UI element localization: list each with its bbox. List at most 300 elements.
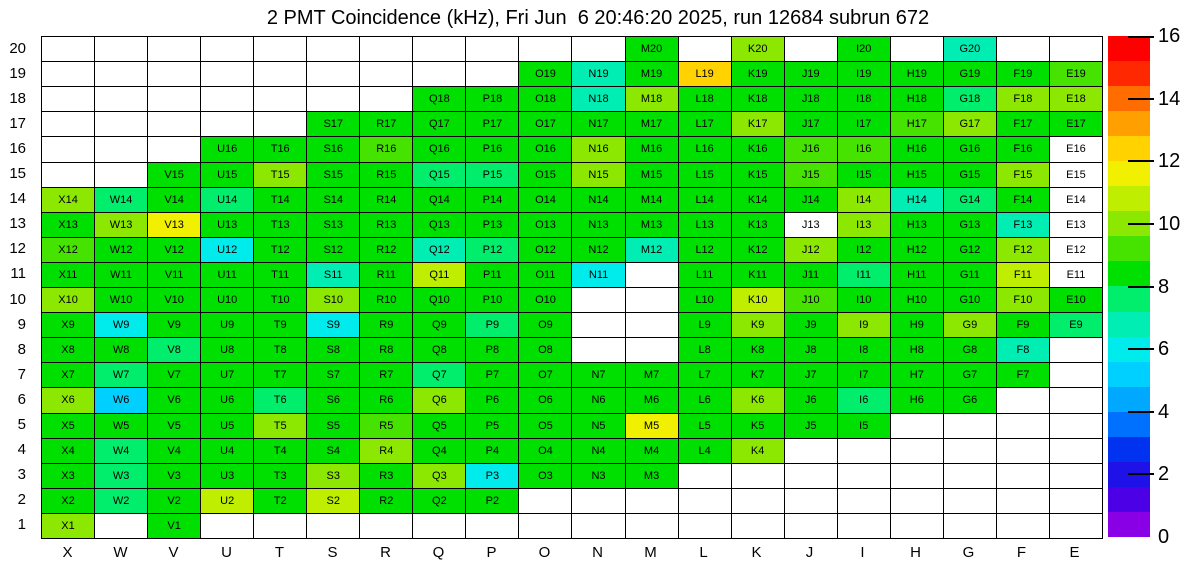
heatmap-cell: R9: [360, 313, 412, 337]
heatmap-cell: Q16: [413, 137, 465, 161]
heatmap-cell: M15: [626, 163, 678, 187]
colorbar-tick-mark: [1128, 160, 1154, 162]
heatmap-cell: K6: [732, 388, 784, 412]
heatmap-cell: O19: [519, 62, 571, 86]
heatmap-cell: U15: [201, 163, 253, 187]
y-axis-label: 7: [17, 365, 26, 383]
colorbar-tick-label: 16: [1158, 25, 1181, 47]
heatmap-cell: O15: [519, 163, 571, 187]
heatmap-cell: X6: [42, 388, 94, 412]
heatmap-cell: M5: [626, 414, 678, 438]
heatmap-cell-empty: [997, 439, 1049, 463]
colorbar-band: [1108, 412, 1150, 437]
heatmap-cell-empty: [572, 37, 624, 61]
heatmap-cell: T11: [254, 263, 306, 287]
heatmap-cell: W8: [95, 338, 147, 362]
x-axis-label: P: [486, 543, 497, 561]
heatmap-cell: G14: [944, 188, 996, 212]
colorbar-tick-label: 4: [1158, 400, 1170, 423]
heatmap-cell-empty: [466, 62, 518, 86]
heatmap-cell: M7: [626, 363, 678, 387]
heatmap-cell: T16: [254, 137, 306, 161]
heatmap-cell: R15: [360, 163, 412, 187]
heatmap-cell: Q12: [413, 238, 465, 262]
x-axis-label: E: [1069, 543, 1080, 561]
heatmap-cell-empty: [732, 489, 784, 513]
heatmap-cell: I7: [838, 363, 890, 387]
chart-title: 2 PMT Coincidence (kHz), Fri Jun 6 20:46:20 2025, run 12684 subrun 672: [266, 7, 930, 29]
heatmap-cell: T6: [254, 388, 306, 412]
colorbar-band: [1108, 512, 1150, 537]
heatmap-cell: J18: [785, 87, 837, 111]
heatmap-cell: G19: [944, 62, 996, 86]
heatmap-cell: Q7: [413, 363, 465, 387]
heatmap-cell-empty: [572, 514, 624, 538]
heatmap-cell: G18: [944, 87, 996, 111]
heatmap-cell: N13: [572, 213, 624, 237]
heatmap-cell-empty: [254, 112, 306, 136]
x-axis-label: M: [644, 543, 657, 561]
heatmap-cell: H6: [891, 388, 943, 412]
heatmap-cell: R13: [360, 213, 412, 237]
heatmap-cell: O18: [519, 87, 571, 111]
heatmap-cell-empty: [201, 112, 253, 136]
heatmap-cell: M17: [626, 112, 678, 136]
heatmap-cell-empty: [254, 37, 306, 61]
heatmap-cell-empty: [360, 87, 412, 111]
heatmap-cell: F19: [997, 62, 1049, 86]
heatmap-cell-empty: [148, 87, 200, 111]
heatmap-cell: O6: [519, 388, 571, 412]
heatmap-cell: R8: [360, 338, 412, 362]
heatmap-cell: S5: [307, 414, 359, 438]
heatmap-cell: O10: [519, 288, 571, 312]
colorbar-tick-mark: [1128, 36, 1154, 38]
heatmap-cell: N4: [572, 439, 624, 463]
heatmap-cell: G7: [944, 363, 996, 387]
y-axis-label: 8: [17, 340, 26, 358]
colorbar-band: [1108, 111, 1150, 136]
heatmap-cell: U4: [201, 439, 253, 463]
heatmap-cell-empty: [201, 514, 253, 538]
heatmap-cell: I18: [838, 87, 890, 111]
heatmap-cell: L9: [679, 313, 731, 337]
heatmap-cell: I8: [838, 338, 890, 362]
heatmap-cell: E13: [1050, 213, 1102, 237]
heatmap-cell-empty: [572, 288, 624, 312]
heatmap-cell-empty: [838, 489, 890, 513]
heatmap-cell: I9: [838, 313, 890, 337]
heatmap-cell-empty: [42, 37, 94, 61]
heatmap-cell-empty: [413, 62, 465, 86]
heatmap-cell: E17: [1050, 112, 1102, 136]
heatmap-cell: U2: [201, 489, 253, 513]
y-axis-label: 3: [17, 465, 26, 483]
heatmap-cell-empty: [679, 37, 731, 61]
heatmap-cell: S17: [307, 112, 359, 136]
heatmap-cell: K15: [732, 163, 784, 187]
heatmap-cell-empty: [148, 37, 200, 61]
heatmap-cell: G10: [944, 288, 996, 312]
heatmap-cell-empty: [148, 62, 200, 86]
heatmap-cell: U10: [201, 288, 253, 312]
heatmap-cell-empty: [679, 464, 731, 488]
heatmap-cell: E19: [1050, 62, 1102, 86]
heatmap-cell-empty: [466, 37, 518, 61]
heatmap-cell: L4: [679, 439, 731, 463]
colorbar-band: [1108, 36, 1150, 61]
heatmap-cell: U6: [201, 388, 253, 412]
heatmap-cell-empty: [42, 137, 94, 161]
heatmap-cell: W6: [95, 388, 147, 412]
heatmap-cell: G8: [944, 338, 996, 362]
heatmap-cell: L7: [679, 363, 731, 387]
heatmap-cell-empty: [944, 439, 996, 463]
heatmap-cell: U12: [201, 238, 253, 262]
heatmap-cell: T10: [254, 288, 306, 312]
colorbar-band: [1108, 387, 1150, 412]
heatmap-cell: Q2: [413, 489, 465, 513]
x-axis-label: X: [62, 543, 73, 561]
heatmap-cell: F16: [997, 137, 1049, 161]
heatmap-cell-empty: [732, 464, 784, 488]
heatmap-cell-empty: [997, 464, 1049, 488]
heatmap-cell: F14: [997, 188, 1049, 212]
heatmap-cell: E12: [1050, 238, 1102, 262]
heatmap-cell: H17: [891, 112, 943, 136]
y-axis-label: 18: [9, 90, 26, 108]
heatmap-cell: X3: [42, 464, 94, 488]
heatmap-cell: W9: [95, 313, 147, 337]
y-axis-label: 12: [9, 240, 26, 258]
heatmap-cell: X8: [42, 338, 94, 362]
x-axis-label: W: [113, 543, 128, 561]
y-axis-label: 14: [9, 190, 26, 208]
heatmap-cell: W13: [95, 213, 147, 237]
heatmap-cell: J15: [785, 163, 837, 187]
heatmap-cell-empty: [1050, 439, 1102, 463]
heatmap-cell: K9: [732, 313, 784, 337]
heatmap-cell: J17: [785, 112, 837, 136]
heatmap-cell: E18: [1050, 87, 1102, 111]
heatmap-cell: N17: [572, 112, 624, 136]
heatmap-cell-empty: [838, 439, 890, 463]
heatmap-cell: F13: [997, 213, 1049, 237]
heatmap-cell: R6: [360, 388, 412, 412]
heatmap-cell: I10: [838, 288, 890, 312]
heatmap-cell: N15: [572, 163, 624, 187]
colorbar-band: [1108, 236, 1150, 261]
heatmap-cell: O5: [519, 414, 571, 438]
heatmap-cell: E14: [1050, 188, 1102, 212]
heatmap-cell: U7: [201, 363, 253, 387]
heatmap-cell: K4: [732, 439, 784, 463]
heatmap-cell: L6: [679, 388, 731, 412]
heatmap-cell: U9: [201, 313, 253, 337]
heatmap-cell: Q3: [413, 464, 465, 488]
heatmap-cell: Q14: [413, 188, 465, 212]
heatmap-cell-empty: [360, 514, 412, 538]
heatmap-cell: H12: [891, 238, 943, 262]
heatmap-cell: M4: [626, 439, 678, 463]
heatmap-cell-empty: [997, 388, 1049, 412]
heatmap-cell-empty: [201, 37, 253, 61]
heatmap-cell: G13: [944, 213, 996, 237]
x-axis-label: L: [699, 543, 708, 561]
heatmap-cell: T15: [254, 163, 306, 187]
heatmap-cell: I19: [838, 62, 890, 86]
heatmap-cell: X1: [42, 514, 94, 538]
heatmap-cell: X12: [42, 238, 94, 262]
heatmap-cell: W7: [95, 363, 147, 387]
heatmap-cell-empty: [1050, 414, 1102, 438]
heatmap-cell: P15: [466, 163, 518, 187]
y-axis-label: 11: [10, 265, 26, 283]
heatmap-cell: I5: [838, 414, 890, 438]
heatmap-cell-empty: [997, 414, 1049, 438]
heatmap-cell: L17: [679, 112, 731, 136]
heatmap-cell: X4: [42, 439, 94, 463]
colorbar-band: [1108, 186, 1150, 211]
heatmap-cell: Q9: [413, 313, 465, 337]
heatmap-cell: J5: [785, 414, 837, 438]
colorbar-band: [1108, 437, 1150, 462]
heatmap-cell: O7: [519, 363, 571, 387]
heatmap-cell: K17: [732, 112, 784, 136]
heatmap-cell-empty: [838, 514, 890, 538]
heatmap-cell: N7: [572, 363, 624, 387]
heatmap-cell: N12: [572, 238, 624, 262]
heatmap-cell-empty: [254, 87, 306, 111]
heatmap-cell: F7: [997, 363, 1049, 387]
heatmap-cell: S14: [307, 188, 359, 212]
heatmap-cell: U8: [201, 338, 253, 362]
colorbar-band: [1108, 261, 1150, 286]
y-axis-label: 20: [9, 40, 26, 58]
heatmap-cell: F15: [997, 163, 1049, 187]
heatmap-cell: V12: [148, 238, 200, 262]
heatmap-cell: E16: [1050, 137, 1102, 161]
heatmap-cell-empty: [891, 464, 943, 488]
colorbar-tick-mark: [1128, 473, 1154, 475]
heatmap-cell: G11: [944, 263, 996, 287]
heatmap-cell: N16: [572, 137, 624, 161]
heatmap-cell-empty: [519, 37, 571, 61]
heatmap-cell-empty: [838, 464, 890, 488]
heatmap-cell: R12: [360, 238, 412, 262]
colorbar-tick-label: 10: [1158, 212, 1181, 235]
heatmap-cell-empty: [519, 514, 571, 538]
x-axis-label: Q: [432, 543, 445, 561]
heatmap-cell: L13: [679, 213, 731, 237]
heatmap-cell: L11: [679, 263, 731, 287]
heatmap-cell: T7: [254, 363, 306, 387]
heatmap-cell-empty: [254, 514, 306, 538]
colorbar-band: [1108, 312, 1150, 337]
heatmap-cell: N3: [572, 464, 624, 488]
heatmap-cell: P13: [466, 213, 518, 237]
y-axis-label: 13: [9, 215, 26, 233]
heatmap-cell: K11: [732, 263, 784, 287]
y-axis-label: 4: [17, 440, 26, 458]
heatmap-cell: G15: [944, 163, 996, 187]
heatmap-cell: Q5: [413, 414, 465, 438]
heatmap-cell-empty: [413, 514, 465, 538]
heatmap-cell: N5: [572, 414, 624, 438]
heatmap-cell: X9: [42, 313, 94, 337]
x-axis-label: O: [538, 543, 551, 561]
heatmap-cell-empty: [1050, 464, 1102, 488]
heatmap-cell: R7: [360, 363, 412, 387]
heatmap-cell: J19: [785, 62, 837, 86]
heatmap-cell: J16: [785, 137, 837, 161]
heatmap-cell: S11: [307, 263, 359, 287]
heatmap-cell: T8: [254, 338, 306, 362]
heatmap-cell: K8: [732, 338, 784, 362]
colorbar-tick-mark: [1128, 98, 1154, 100]
heatmap-cell: Q17: [413, 112, 465, 136]
heatmap-cell: L5: [679, 414, 731, 438]
heatmap-cell: E9: [1050, 313, 1102, 337]
heatmap-cell: V15: [148, 163, 200, 187]
heatmap-cell: P17: [466, 112, 518, 136]
heatmap-cell: J14: [785, 188, 837, 212]
heatmap-cell: O17: [519, 112, 571, 136]
heatmap-cell: R3: [360, 464, 412, 488]
heatmap-cell: V5: [148, 414, 200, 438]
heatmap-cell: S7: [307, 363, 359, 387]
heatmap-cell: L10: [679, 288, 731, 312]
heatmap-cell: H18: [891, 87, 943, 111]
heatmap-cell-empty: [944, 414, 996, 438]
x-axis-label: N: [592, 543, 603, 561]
heatmap-cell: V1: [148, 514, 200, 538]
colorbar-band: [1108, 61, 1150, 86]
heatmap-cell: L18: [679, 87, 731, 111]
x-axis-label: K: [751, 543, 762, 561]
heatmap-cell: I11: [838, 263, 890, 287]
heatmap-cell-empty: [307, 37, 359, 61]
x-axis-label: I: [860, 543, 865, 561]
heatmap-cell: H16: [891, 137, 943, 161]
heatmap-cell: V7: [148, 363, 200, 387]
heatmap-cell: L14: [679, 188, 731, 212]
heatmap-cell-empty: [42, 112, 94, 136]
heatmap-cell-empty: [254, 62, 306, 86]
heatmap-cell-empty: [732, 514, 784, 538]
heatmap-cell: F12: [997, 238, 1049, 262]
heatmap-cell: M16: [626, 137, 678, 161]
heatmap-cell: F17: [997, 112, 1049, 136]
heatmap-cell: Q18: [413, 87, 465, 111]
heatmap-cell-empty: [1050, 37, 1102, 61]
heatmap-cell-empty: [891, 37, 943, 61]
heatmap-cell-empty: [997, 489, 1049, 513]
heatmap-cell-empty: [95, 87, 147, 111]
heatmap-cell: X5: [42, 414, 94, 438]
x-axis-label: J: [805, 543, 814, 561]
heatmap-cell-empty: [148, 137, 200, 161]
heatmap-cell: P7: [466, 363, 518, 387]
heatmap-cell: K18: [732, 87, 784, 111]
heatmap-cell: L16: [679, 137, 731, 161]
heatmap-cell: X14: [42, 188, 94, 212]
heatmap-cell-empty: [95, 37, 147, 61]
heatmap-cell-empty: [95, 514, 147, 538]
x-axis-label: R: [380, 543, 391, 561]
heatmap-cell: P5: [466, 414, 518, 438]
y-axis: [0, 36, 34, 537]
heatmap-cell: P14: [466, 188, 518, 212]
heatmap-cell: L8: [679, 338, 731, 362]
heatmap-cell: O11: [519, 263, 571, 287]
heatmap-cell: N14: [572, 188, 624, 212]
heatmap-cell-empty: [891, 414, 943, 438]
heatmap-cell: H8: [891, 338, 943, 362]
heatmap-cell: K19: [732, 62, 784, 86]
heatmap-cell: I20: [838, 37, 890, 61]
heatmap-cell: R2: [360, 489, 412, 513]
x-axis-label: H: [910, 543, 921, 561]
heatmap-cell: K20: [732, 37, 784, 61]
heatmap-cell-empty: [891, 489, 943, 513]
heatmap-cell: I14: [838, 188, 890, 212]
heatmap-cell: O9: [519, 313, 571, 337]
heatmap-cell: O13: [519, 213, 571, 237]
heatmap-cell-empty: [944, 514, 996, 538]
heatmap-cell: K10: [732, 288, 784, 312]
heatmap-cell-empty: [679, 514, 731, 538]
x-axis-label: S: [327, 543, 338, 561]
heatmap-cell: N19: [572, 62, 624, 86]
y-axis-label: 10: [9, 290, 26, 308]
heatmap-cell-empty: [626, 489, 678, 513]
heatmap-cell: Q4: [413, 439, 465, 463]
heatmap-cell: P8: [466, 338, 518, 362]
heatmap-cell-empty: [1050, 514, 1102, 538]
heatmap-cell: V13: [148, 213, 200, 237]
heatmap-cell: U5: [201, 414, 253, 438]
heatmap-cell: J7: [785, 363, 837, 387]
heatmap-cell: M12: [626, 238, 678, 262]
heatmap-cell-empty: [42, 62, 94, 86]
heatmap-cell: W11: [95, 263, 147, 287]
heatmap-cell-empty: [201, 87, 253, 111]
heatmap-cell: Q13: [413, 213, 465, 237]
colorbar-tick-mark: [1128, 223, 1154, 225]
heatmap-cell: S12: [307, 238, 359, 262]
heatmap-cell: S9: [307, 313, 359, 337]
heatmap-cell: P16: [466, 137, 518, 161]
heatmap-cell: O16: [519, 137, 571, 161]
colorbar-tick-label: 2: [1158, 463, 1170, 486]
heatmap-cell-empty: [413, 37, 465, 61]
heatmap-cell: O8: [519, 338, 571, 362]
heatmap-cell-empty: [307, 62, 359, 86]
colorbar-band: [1108, 487, 1150, 512]
heatmap-cell: F8: [997, 338, 1049, 362]
heatmap-cell-empty: [519, 489, 571, 513]
heatmap-cell: X10: [42, 288, 94, 312]
heatmap-cell: Q10: [413, 288, 465, 312]
heatmap-cell: V9: [148, 313, 200, 337]
heatmap-cell: R5: [360, 414, 412, 438]
heatmap-cell-empty: [307, 514, 359, 538]
heatmap-cell: H13: [891, 213, 943, 237]
y-axis-label: 6: [17, 390, 26, 408]
y-axis-label: 2: [17, 490, 26, 508]
colorbar-tick-label: 8: [1158, 275, 1170, 298]
